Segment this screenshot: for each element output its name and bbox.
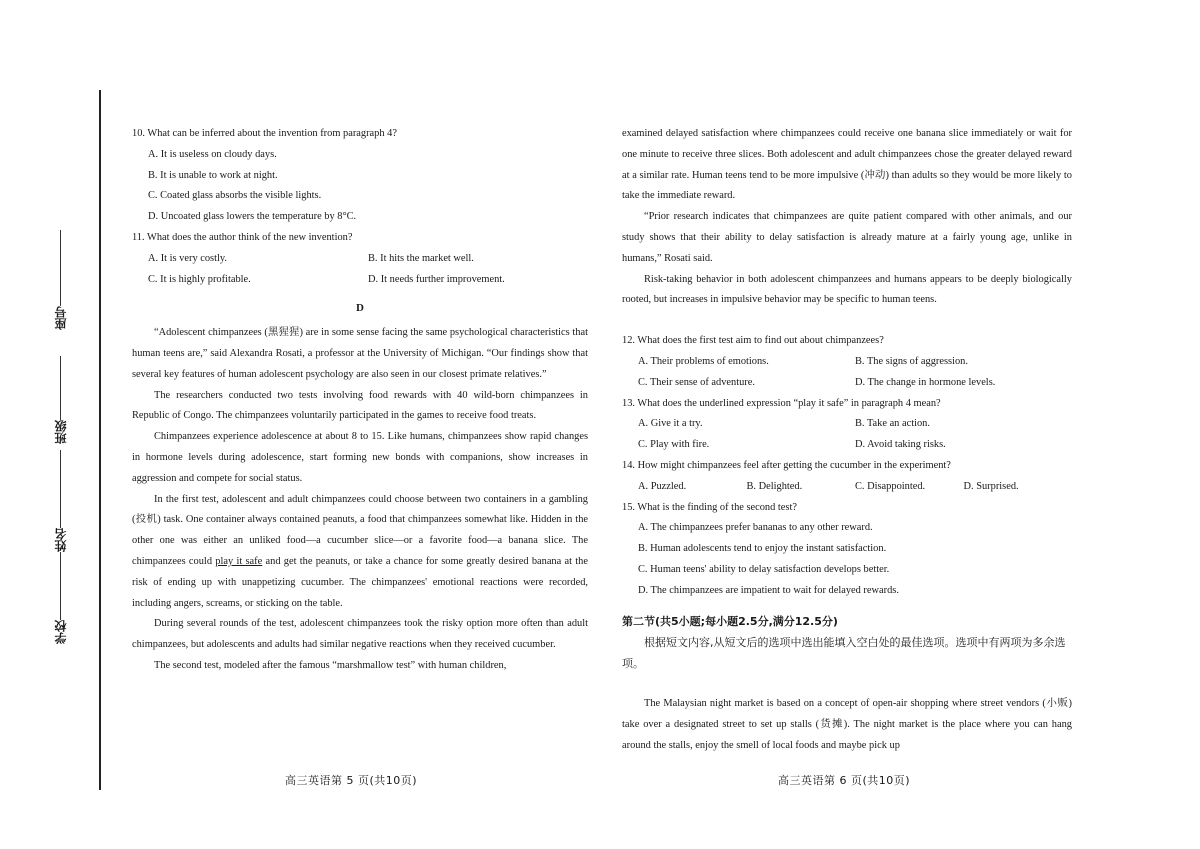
question-10 [132, 124, 588, 228]
question-stem: 14. How might chimpanzees feel after getting the cucumber in the experiment? [622, 459, 951, 471]
passage-paragraph-8: Risk-taking behavior in both adolescent chimpanzees and humans appears to be deeply biologically rooted, but increases in impulsive behavior may be specific to human teens. [622, 273, 1072, 306]
class-label: 班级 [54, 420, 68, 444]
question-stem: 12. What does the first test aim to find out about chimpanzees? [622, 335, 884, 347]
option-c: C. Human teens' ability to delay satisfaction develops better. [638, 563, 890, 575]
seat-label: 座号 [54, 306, 68, 330]
option-d: D. Uncoated glass lowers the temperature by 8°C. [148, 211, 357, 223]
option-b: B. The signs of aggression. [855, 355, 968, 367]
section-2-heading: 第二节(共5小题;每小题2.5分,满分12.5分) [622, 614, 838, 628]
school-field [52, 552, 69, 644]
passage-paragraph-4 [132, 490, 588, 615]
question-11 [132, 228, 588, 290]
option-d: D. The chimpanzees are impatient to wait for delayed rewards. [638, 584, 899, 596]
underlined-expression: play it safe [215, 555, 263, 567]
option-b: B. Human adolescents tend to enjoy the instant satisfaction. [638, 543, 887, 555]
option-c: C. Play with fire. [638, 439, 710, 451]
question-13 [622, 394, 1072, 456]
option-c: C. It is highly profitable. [148, 273, 251, 285]
passage-paragraph-7: “Prior research indicates that chimpanzees are quite patient compared with other animals, and our study shows that their ability to delay satisfaction is already mature at a fairly young age, unlike in humans,” Rosati said. [622, 211, 1072, 264]
option-b: B. It is unable to work at night. [148, 169, 278, 181]
option-c: C. Coated glass absorbs the visible lights. [148, 190, 322, 202]
seat-field [52, 230, 69, 330]
question-stem: 10. What can be inferred about the invention from paragraph 4? [132, 128, 397, 139]
paragraph-text: In the first test, adolescent and adult chimpanzees could choose between two containers in a gambling (投机) task. One container always contained peanuts, a food that chimpanzees somewhat like. Hidden in the other one was either an unliked food—a cucumber slice—or a favorite food—a banana slice. The chimpanzees could [132, 493, 588, 567]
question-12 [622, 331, 1072, 393]
name-label: 姓名 [54, 528, 68, 552]
question-15 [622, 498, 1072, 602]
option-a: A. Give it a try. [638, 418, 703, 430]
binding-line [99, 90, 101, 790]
passage-paragraph-5: During several rounds of the test, adolescent chimpanzees took the risky option more often than adult chimpanzees, but adolescents and adults had similar negative reactions when they received cucumber. [132, 618, 588, 651]
section-2-instructions: 根据短文内容,从短文后的选项中选出能填入空白处的最佳选项。选项中有两项为多余选项。 [622, 636, 1066, 671]
passage-paragraph-1: “Adolescent chimpanzees (黑猩猩) are in some sense facing the same psychological characteristics that human teens are,” said Alexandra Rosati, a professor at the University of Michigan. “Our findings show that several key features of human adolescent psychology are also seen in our closest primate relatives.” [132, 327, 588, 380]
question-stem: 15. What is the finding of the second test? [622, 501, 797, 513]
option-c: C. Their sense of adventure. [638, 376, 755, 388]
option-a: A. It is very costly. [148, 252, 227, 264]
class-field [52, 356, 69, 444]
option-d: D. The change in hormone levels. [855, 376, 996, 388]
left-column [132, 124, 588, 677]
passage-paragraph-6: The second test, modeled after the famous “marshmallow test” with human children, [154, 659, 507, 671]
seat-blank [60, 230, 62, 306]
passage-paragraph-6-continued: examined delayed satisfaction where chimpanzees could receive one banana slice immediately or wait for one minute to receive three slices. Both adolescent and adult chimpanzees chose the greater delayed reward at a similar rate. Human teens tend to be more impulsive (冲动) than adults so they would be more likely to take the immediate reward. [622, 128, 1072, 202]
right-column [622, 124, 1072, 757]
page-footer-left: 高三英语第 5 页(共10页) [285, 774, 418, 787]
option-b: B. Delighted. [746, 480, 803, 492]
page-footer-right: 高三英语第 6 页(共10页) [778, 774, 911, 787]
section-letter: D [356, 302, 364, 315]
option-a: A. Their problems of emotions. [638, 355, 769, 367]
option-a: A. It is useless on cloudy days. [148, 148, 277, 160]
name-blank [60, 450, 62, 528]
passage-paragraph-3: Chimpanzees experience adolescence at about 8 to 15. Like humans, chimpanzees show rapid changes in hormone levels during adolescence, start forming new bonds with companions, show increases in aggression and compete for social status. [132, 431, 588, 484]
passage-paragraph-2: The researchers conducted two tests involving food rewards with 40 wild-born chimpanzees in Republic of Congo. The chimpanzees voluntarily participated in the games to receive food treats. [132, 389, 588, 422]
question-stem: 11. What does the author think of the new invention? [132, 231, 353, 243]
name-field [52, 450, 69, 552]
option-a: A. The chimpanzees prefer bananas to any other reward. [638, 522, 873, 534]
class-blank [60, 356, 62, 420]
option-d: D. Avoid taking risks. [855, 439, 946, 451]
option-a: A. Puzzled. [638, 480, 687, 492]
school-blank [60, 552, 62, 620]
question-14 [622, 456, 1072, 498]
paragraph-text: and get the peanuts, or take a chance for some greatly desired banana at the risk of ending up with unappetizing cucumber. The chimpanzees' emotional reactions were recorded, including angers, screams, or sticking on the table. [132, 555, 588, 609]
question-stem: 13. What does the underlined expression “play it safe” in paragraph 4 mean? [622, 397, 941, 409]
option-b: B. It hits the market well. [368, 252, 474, 264]
night-market-paragraph: The Malaysian night market is based on a concept of open-air shopping where street vendors (小贩) take over a designated street to set up stalls (货摊). The night market is the place where you can hang around the stalls, enjoy the smell of local foods and maybe pick up [622, 698, 1072, 751]
option-b: B. Take an action. [855, 418, 930, 430]
option-c: C. Disappointed. [855, 480, 926, 492]
option-d: D. Surprised. [963, 480, 1019, 492]
school-label: 学校 [54, 620, 68, 644]
option-d: D. It needs further improvement. [368, 273, 505, 285]
